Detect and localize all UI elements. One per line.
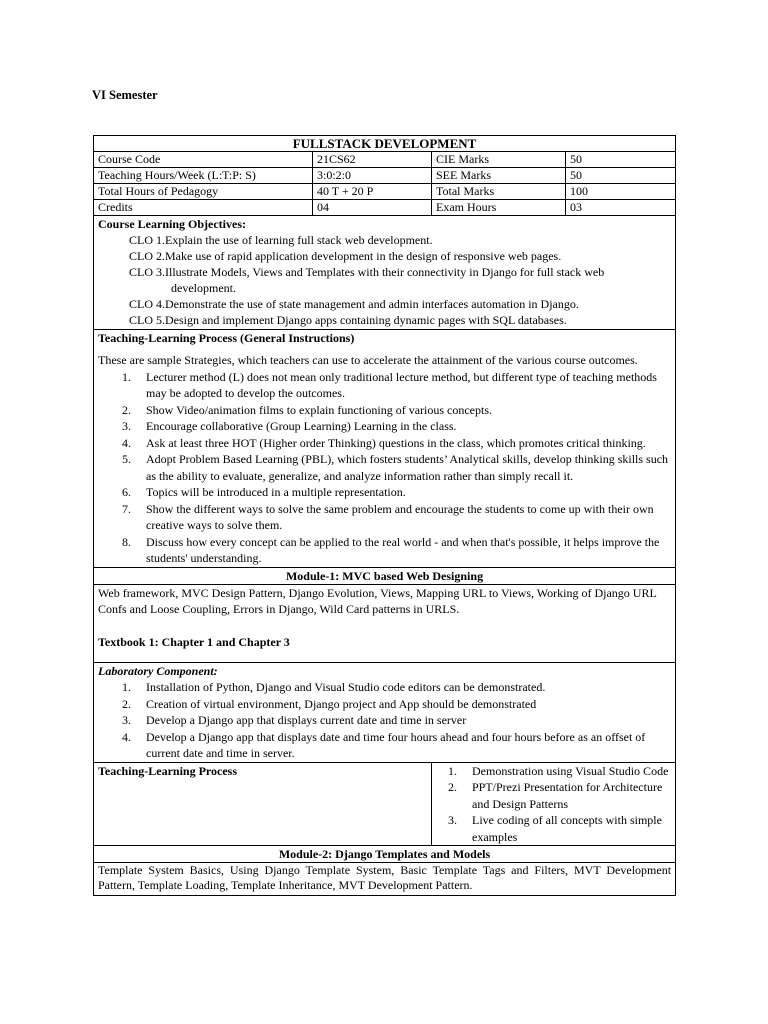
- clo-item: CLO 4.Demonstrate the use of state management and admin interfaces automation in Django.: [129, 297, 579, 311]
- lab-list: [98, 679, 671, 762]
- list-item: 8. Discuss how every concept can be applied to the real world - and when that's possible, it helps improve the students' understanding.: [122, 534, 660, 565]
- tlp-list: [432, 763, 671, 846]
- total-hours-value: 40 T + 20 P: [313, 184, 432, 200]
- teaching-hours-value: 3:0:2:0: [313, 168, 432, 184]
- list-item: 5. Adopt Problem Based Learning (PBL), which fosters students’ Analytical skills, develop thinking skills such as the ability to evaluate, generalize, and analyze information rather than simply recall it.: [122, 452, 669, 483]
- exam-hours-value: 03: [566, 200, 676, 216]
- course-row: [94, 184, 676, 200]
- total-hours-label: Total Hours of Pedagogy: [94, 184, 313, 200]
- module1-heading: Module-1: MVC based Web Designing: [94, 567, 676, 584]
- course-code-label: Course Code: [94, 152, 313, 168]
- course-row: [94, 168, 676, 184]
- list-item: 6. Topics will be introduced in a multiple representation.: [122, 485, 406, 499]
- course-code-value: 21CS62: [313, 152, 432, 168]
- list-item: 2. PPT/Prezi Presentation for Architecture and Design Patterns: [448, 780, 663, 811]
- module2-heading: Module-2: Django Templates and Models: [94, 846, 676, 863]
- list-item: 3. Live coding of all concepts with simple examples: [448, 813, 662, 844]
- list-item: 3. Develop a Django app that displays current date and time in server: [122, 713, 467, 727]
- objectives-heading: Course Learning Objectives:: [98, 217, 246, 231]
- list-item: 3. Encourage collaborative (Group Learning) Learning in the class.: [122, 419, 457, 433]
- teaching-hours-label: Teaching Hours/Week (L:T:P: S): [94, 168, 313, 184]
- list-item: 4. Ask at least three HOT (Higher order Thinking) questions in the class, which promotes critical thinking.: [122, 435, 646, 450]
- total-marks-label: Total Marks: [432, 184, 566, 200]
- course-row: [94, 152, 676, 168]
- objectives-cell: [94, 216, 676, 330]
- module1-textbook: Textbook 1: Chapter 1 and Chapter 3: [98, 634, 290, 649]
- tlp-general-heading: Teaching-Learning Process (General Instructions): [98, 331, 355, 345]
- cie-marks-value: 50: [566, 152, 676, 168]
- list-item: 4. Develop a Django app that displays date and time four hours ahead and four hours before as an offset of current date and time in server.: [122, 729, 646, 760]
- clo-item: CLO 2.Make use of rapid application development in the design of responsive web pages.: [129, 249, 562, 263]
- credits-label: Credits: [94, 200, 313, 216]
- list-item: 2. Creation of virtual environment, Django project and App should be demonstrated: [122, 696, 537, 711]
- list-item: 7. Show the different ways to solve the same problem and encourage the students to come up with their own creative ways to solve them.: [122, 501, 654, 532]
- exam-hours-label: Exam Hours: [432, 200, 566, 216]
- course-row: [94, 200, 676, 216]
- see-marks-label: SEE Marks: [432, 168, 566, 184]
- tlp-general-list: [98, 369, 671, 567]
- see-marks-value: 50: [566, 168, 676, 184]
- list-item: 2. Show Video/animation films to explain functioning of various concepts.: [122, 402, 493, 417]
- module2-content: Template System Basics, Using Django Template System, Basic Template Tags and Filters, MVT Development Pattern, Template Loading, Template Inheritance, MVT Development Pattern.: [94, 863, 676, 896]
- clo-item-continuation: development.: [171, 281, 236, 295]
- semester-label: VI Semester: [92, 88, 158, 102]
- module1-tlp-label: Teaching-Learning Process: [94, 762, 432, 846]
- list-item: 1. Installation of Python, Django and Visual Studio code editors can be demonstrated.: [122, 680, 546, 694]
- clo-item: CLO 3.Illustrate Models, Views and Templates with their connectivity in Django for full stack web: [129, 265, 605, 279]
- syllabus-table: [93, 135, 676, 896]
- total-marks-value: 100: [566, 184, 676, 200]
- module1-tlp-cell: [432, 762, 676, 846]
- tlp-general-intro: These are sample Strategies, which teachers can use to accelerate the attainment of the various course outcomes.: [98, 353, 638, 367]
- list-item: 1. Demonstration using Visual Studio Code: [448, 763, 669, 778]
- lab-heading: Laboratory Component:: [98, 664, 218, 678]
- cie-marks-label: CIE Marks: [432, 152, 566, 168]
- list-item: 1. Lecturer method (L) does not mean only traditional lecture method, but different type of teaching methods may be adopted to develop the outcomes.: [122, 369, 657, 400]
- clo-item: CLO 1.Explain the use of learning full stack web development.: [129, 233, 433, 247]
- module1-content-cell: [94, 584, 676, 663]
- credits-value: 04: [313, 200, 432, 216]
- course-title: FULLSTACK DEVELOPMENT: [94, 136, 676, 152]
- tlp-general-cell: [94, 330, 676, 568]
- clo-item: CLO 5.Design and implement Django apps containing dynamic pages with SQL databases.: [129, 313, 567, 327]
- module1-lab-cell: [94, 663, 676, 763]
- module1-content: Web framework, MVC Design Pattern, Django Evolution, Views, Mapping URL to Views, Working of Django URL Confs and Loose Coupling, Errors in Django, Wild Card patterns in URLS.: [98, 585, 657, 616]
